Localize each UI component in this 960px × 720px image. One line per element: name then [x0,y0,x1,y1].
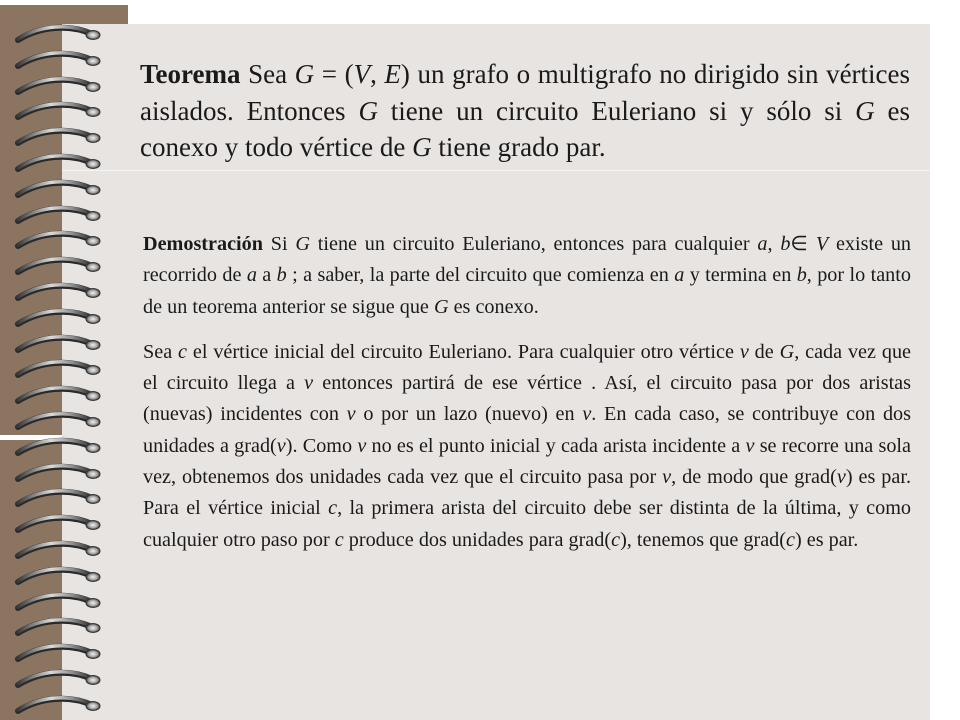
var-v-lower: v [304,372,314,395]
var-v-lower: v [582,403,592,426]
theorem-statement [140,56,910,166]
proof-text: ) es par. [794,528,859,551]
proof-text: no es el punto inicial y cada arista incidente a [366,434,746,457]
section-divider [62,170,930,171]
var-v-lower: v [745,434,755,457]
var-v: V [815,233,829,255]
proof-text [808,233,816,255]
proof-text: o por un lazo (nuevo) en [355,403,583,426]
var-v-lower: v [276,434,286,457]
var-g: G [295,233,310,255]
var-v-lower: v [346,403,356,426]
theorem-text: es conexo y todo vértice de [140,95,910,162]
var-a: a [757,233,768,255]
var-b: b [780,233,791,255]
theorem-text: = ( [314,59,354,89]
var-v: V [353,59,371,89]
proof-label: Demostración [143,233,263,255]
var-g: G [855,95,875,126]
proof-text: a [256,264,277,287]
proof-text: Sea [143,340,179,363]
var-g: G [294,59,315,89]
proof-text: . En cada caso, se contribuye con dos unidades a grad( [143,403,912,457]
theorem-text: ) un grafo o multigrafo no dirigido sin vértices aislados. Entonces [140,59,911,126]
var-v-lower: v [739,340,749,363]
proof-text: produce dos unidades para grad( [343,528,612,551]
theorem-label: Teorema [140,59,241,89]
proof-text: ), tenemos que grad( [620,528,786,551]
var-v-lower: v [662,466,672,489]
element-of-symbol: ∈ [790,233,809,255]
var-c: c [334,528,344,551]
proof-body [143,229,911,570]
spiral-binding-icon [0,0,130,720]
proof-paragraph-1 [143,229,911,323]
theorem-text: tiene un circuito Euleriano si y sólo si [377,95,856,126]
proof-text: se recorre una sola vez, obtenemos dos unidades cada vez que el circuito pasa por [143,434,911,489]
var-c: c [786,528,795,551]
var-g: G [433,295,449,318]
proof-text: Si [262,233,296,255]
proof-text: , la primera arista del circuito debe ser distinta de la última, y como cualquier otro paso por [143,497,911,551]
proof-text: ) es par. Para el vértice inicial [143,466,912,520]
proof-paragraph-2 [143,337,911,556]
proof-text: de [748,340,780,363]
var-e: E [384,59,401,89]
proof-text: ). Como [285,434,358,457]
var-g: G [358,95,378,126]
var-v-lower: v [836,466,846,489]
var-g: G [412,132,432,162]
proof-text: tiene un circuito Euleriano, entonces para cualquier [310,233,758,255]
var-a: a [246,264,257,287]
proof-text: el vértice inicial del circuito Euleriano. Para cualquier otro vértice [187,340,740,363]
proof-text: y termina en [684,264,797,287]
proof-text: , por lo tanto de un teorema anterior se sigue que [143,264,911,318]
var-b: b [796,264,807,287]
proof-text: entonces partirá de ese vértice . Así, el circuito pasa por dos aristas (nuevas) incidentes con [143,372,911,426]
proof-text: es conexo. [448,295,539,318]
proof-text: , de modo que grad( [671,466,837,489]
var-g: G [779,340,795,363]
proof-text: ; a saber, la parte del circuito que comienza en [286,264,675,287]
proof-text: , [767,233,781,255]
var-v-lower: v [357,434,367,457]
var-c: c [178,340,187,363]
proof-text: existe un recorrido de [143,233,912,287]
proof-text: , cada vez que el circuito llega a [143,340,911,395]
theorem-text: Sea [240,59,295,89]
var-c: c [611,528,621,551]
var-b: b [276,264,287,287]
theorem-text: tiene grado par. [431,132,606,162]
var-c: c [328,497,338,520]
theorem-text: , [370,59,385,89]
var-a: a [674,264,685,287]
